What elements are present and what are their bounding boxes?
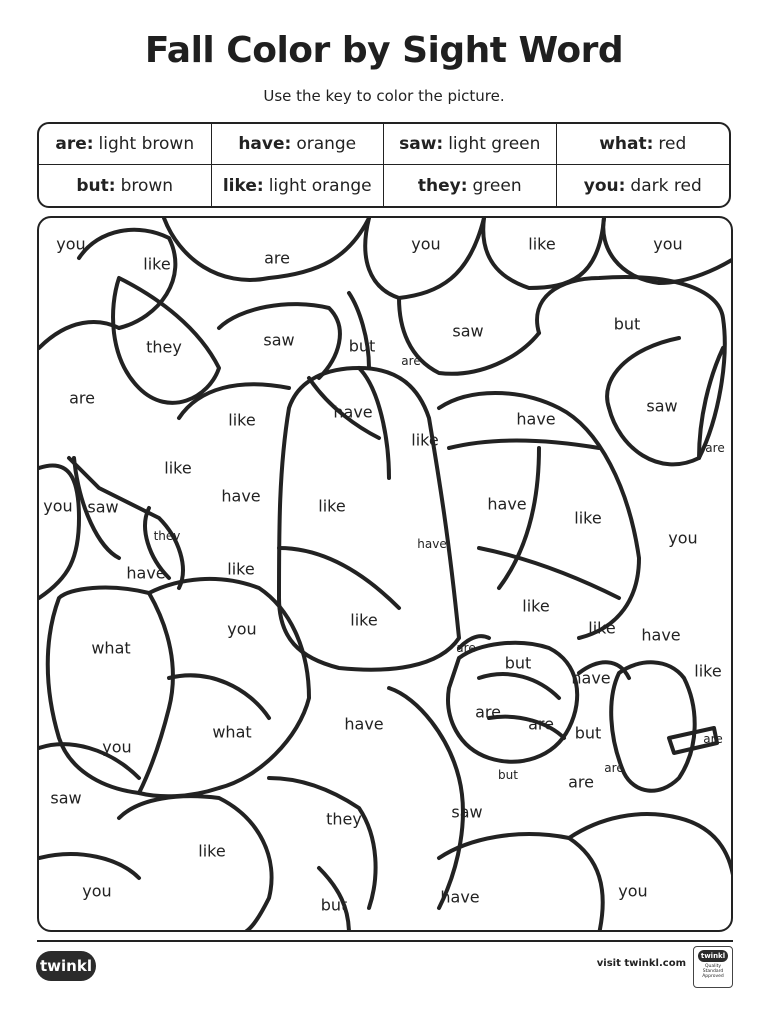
key-color: orange — [296, 134, 357, 154]
key-cell — [384, 124, 557, 165]
gourd-line — [479, 548, 619, 598]
pumpkin-outline — [48, 579, 309, 796]
region-word-label: like — [528, 234, 556, 254]
key-word: saw: — [399, 134, 444, 154]
badge-text: Quality Standard Approved — [702, 964, 724, 979]
region-word-label: are — [528, 714, 554, 734]
region-word-label: are — [401, 354, 421, 368]
key-color: red — [658, 134, 687, 154]
region-word-label: you — [43, 496, 73, 516]
leaf-outline — [537, 277, 725, 464]
pumpkin-line — [169, 675, 269, 718]
key-cell — [212, 165, 385, 206]
region-word-label: like — [198, 841, 226, 861]
page-subtitle: Use the key to color the picture. — [263, 87, 505, 105]
region-word-label: have — [571, 668, 611, 688]
region-word-label: are — [456, 641, 476, 655]
region-word-label: have — [344, 714, 384, 734]
region-word-label: saw — [50, 788, 82, 808]
region-word-label: like — [694, 661, 722, 681]
coloring-picture — [37, 216, 733, 932]
region-word-label: you — [618, 881, 648, 901]
region-word-label: like — [318, 496, 346, 516]
key-word: but: — [76, 175, 116, 196]
region-word-label: are — [703, 732, 723, 746]
page-title: Fall Color by Sight Word — [144, 30, 624, 71]
region-word-label: saw — [646, 396, 678, 416]
key-cell — [557, 124, 730, 165]
leaf-outline — [39, 322, 119, 348]
region-word-label: are — [475, 702, 501, 722]
region-word-label: saw — [452, 321, 484, 341]
key-color: light orange — [268, 175, 372, 196]
gourd-line — [499, 448, 539, 588]
leaf-outline — [365, 218, 484, 298]
region-word-label: like — [350, 610, 378, 630]
region-word-label: have — [440, 887, 480, 907]
region-word-label: you — [653, 234, 683, 254]
leaf-outline — [119, 796, 272, 932]
color-key-table — [37, 122, 731, 208]
region-word-label: have — [487, 494, 527, 514]
region-word-label: are — [264, 248, 290, 268]
key-color: light green — [448, 134, 541, 154]
key-word: have: — [238, 134, 292, 154]
region-word-label: have — [516, 409, 556, 429]
region-word-label: have — [221, 486, 261, 506]
region-word-label: you — [82, 881, 112, 901]
key-cell — [384, 165, 557, 206]
region-word-label: like — [411, 430, 439, 450]
region-word-label: saw — [263, 330, 295, 350]
region-word-label: but — [574, 723, 602, 743]
leaf-outline — [439, 834, 603, 932]
key-color: dark red — [630, 175, 702, 196]
leaf-outline — [39, 465, 79, 598]
region-word-label: like — [228, 410, 256, 430]
region-word-label: like — [522, 596, 550, 616]
region-word-label: have — [333, 402, 373, 422]
stem-outline — [349, 293, 369, 368]
region-word-label: they — [153, 529, 181, 543]
key-color: brown — [120, 175, 174, 196]
leaf-outline — [39, 854, 139, 878]
gourd-line — [449, 441, 599, 449]
region-word-label: are — [69, 388, 95, 408]
twinkl-logo: twinkl — [36, 951, 96, 981]
region-word-label: have — [126, 563, 166, 583]
region-word-label: what — [91, 638, 131, 658]
key-cell — [557, 165, 730, 206]
region-word-label: you — [102, 737, 132, 757]
leaf-outline — [79, 230, 175, 328]
region-word-label: but — [504, 653, 532, 673]
region-word-label: you — [668, 528, 698, 548]
region-word-label: they — [146, 337, 182, 357]
key-cell — [39, 165, 212, 206]
region-word-label: like — [143, 254, 171, 274]
gourd-line — [279, 548, 399, 608]
gourd-line — [359, 368, 389, 478]
pumpkin-line — [139, 593, 173, 793]
acorn-line — [479, 674, 559, 698]
region-word-label: you — [227, 619, 257, 639]
key-word: are: — [55, 134, 94, 154]
footer-divider — [37, 940, 733, 942]
key-word: you: — [583, 175, 626, 196]
key-word: like: — [222, 175, 264, 196]
key-cell — [212, 124, 385, 165]
key-color: light brown — [98, 134, 195, 154]
leaf-outline — [269, 778, 376, 908]
region-word-label: what — [212, 722, 252, 742]
leaf-outline — [569, 814, 733, 898]
region-word-label: are — [604, 761, 624, 775]
region-word-label: like — [574, 508, 602, 528]
acorn-outline — [611, 662, 694, 790]
region-word-label: they — [326, 809, 362, 829]
key-word: what: — [599, 134, 654, 154]
key-word: they: — [417, 175, 468, 196]
region-word-label: but — [613, 314, 641, 334]
region-word-label: but — [498, 768, 518, 782]
region-word-label: are — [568, 772, 594, 792]
badge-logo: twinkl — [698, 950, 728, 962]
region-word-label: like — [227, 559, 255, 579]
region-word-label: are — [705, 441, 725, 455]
visit-link-text: visit twinkl.com — [596, 958, 686, 969]
region-word-label: saw — [451, 802, 483, 822]
region-word-label: but — [348, 336, 376, 356]
key-cell — [39, 124, 212, 165]
region-word-label: like — [588, 618, 616, 638]
region-word-label: you — [411, 234, 441, 254]
region-word-label: like — [164, 458, 192, 478]
region-word-label: saw — [87, 497, 119, 517]
region-word-label: have — [417, 537, 447, 551]
region-word-label: but — [320, 895, 348, 915]
region-word-label: have — [641, 625, 681, 645]
key-color: green — [472, 175, 522, 196]
region-word-label: you — [56, 234, 86, 254]
quality-badge — [693, 946, 733, 988]
